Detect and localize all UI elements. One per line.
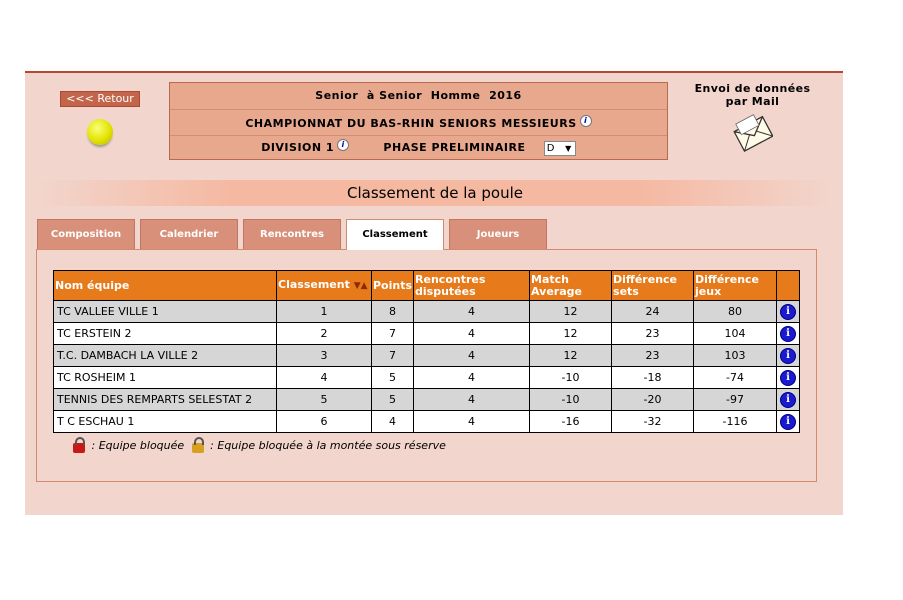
team-name: TENNIS DES REMPARTS SELESTAT 2 [54, 389, 277, 411]
tab-calendrier[interactable]: Calendrier [140, 219, 238, 249]
table-row [54, 345, 800, 367]
table-header-row [54, 271, 800, 301]
sets-difference: 23 [612, 345, 694, 367]
phase-label: PHASE PRELIMINAIRE [383, 141, 526, 154]
info-cell [777, 323, 800, 345]
info-icon[interactable]: i [780, 392, 796, 408]
col-header-rencontres[interactable]: Rencontres disputées [414, 271, 530, 301]
info-cell [777, 367, 800, 389]
col-header-classement[interactable] [277, 271, 372, 301]
info-icon[interactable]: i [780, 348, 796, 364]
sets-difference: -20 [612, 389, 694, 411]
info-cell [777, 301, 800, 323]
tab-rencontres[interactable]: Rencontres [243, 219, 341, 249]
sets-difference: -32 [612, 411, 694, 433]
tennis-ball-icon [87, 119, 113, 145]
team-name: TC ERSTEIN 2 [54, 323, 277, 345]
col-header-nom[interactable]: Nom équipe [54, 271, 277, 301]
tab-classement[interactable]: Classement [346, 219, 444, 250]
competition-season: Senior à Senior Homme 2016 [170, 89, 667, 110]
points: 5 [372, 389, 414, 411]
points: 7 [372, 345, 414, 367]
tab-composition[interactable]: Composition [37, 219, 135, 249]
legend-blocked-reserve: : Equipe bloquée à la montée sous réserve [210, 439, 446, 452]
match-average: 12 [530, 323, 612, 345]
sets-difference: -18 [612, 367, 694, 389]
legend [73, 439, 446, 453]
games-difference: 104 [694, 323, 777, 345]
division-info-icon[interactable]: i [337, 139, 349, 151]
info-icon[interactable]: i [780, 304, 796, 320]
envelope-icon[interactable] [733, 113, 773, 153]
info-cell [777, 411, 800, 433]
ranking-table [53, 270, 800, 433]
games-difference: -97 [694, 389, 777, 411]
sets-difference: 23 [612, 323, 694, 345]
matches-played: 4 [414, 367, 530, 389]
competition-header [169, 82, 668, 160]
back-button[interactable]: <<< Retour [60, 91, 140, 107]
rank: 2 [277, 323, 372, 345]
championship-info-icon[interactable]: i [580, 115, 592, 127]
table-row [54, 301, 800, 323]
match-average: -10 [530, 367, 612, 389]
section-title: Classement de la poule [347, 184, 523, 202]
rank: 3 [277, 345, 372, 367]
rank: 4 [277, 367, 372, 389]
match-average: 12 [530, 301, 612, 323]
match-average: -16 [530, 411, 612, 433]
match-average: -10 [530, 389, 612, 411]
tab-joueurs[interactable]: Joueurs [449, 219, 547, 249]
phase-select-value: D [546, 142, 555, 154]
games-difference: 80 [694, 301, 777, 323]
main-frame [25, 71, 843, 515]
ranking-panel [36, 249, 817, 482]
table-row [54, 323, 800, 345]
team-name: TC VALLEE VILLE 1 [54, 301, 277, 323]
info-cell [777, 389, 800, 411]
legend-blocked: : Equipe bloquée [91, 439, 185, 452]
info-icon[interactable]: i [780, 370, 796, 386]
games-difference: -74 [694, 367, 777, 389]
match-average: 12 [530, 345, 612, 367]
points: 8 [372, 301, 414, 323]
matches-played: 4 [414, 411, 530, 433]
team-name: T.C. DAMBACH LA VILLE 2 [54, 345, 277, 367]
col-header-classement-label: Classement [278, 278, 350, 291]
points: 7 [372, 323, 414, 345]
sets-difference: 24 [612, 301, 694, 323]
table-row [54, 411, 800, 433]
col-header-diff-jeux[interactable]: Différence jeux [694, 271, 777, 301]
points: 5 [372, 367, 414, 389]
games-difference: -116 [694, 411, 777, 433]
table-row [54, 389, 800, 411]
championship-title: CHAMPIONNAT DU BAS-RHIN SENIORS MESSIEURS [245, 117, 577, 130]
col-header-points[interactable]: Points [372, 271, 414, 301]
yellow-lock-icon [192, 443, 204, 453]
division-label: DIVISION 1 [261, 141, 335, 154]
points: 4 [372, 411, 414, 433]
chevron-down-icon: ▼ [565, 143, 572, 153]
games-difference: 103 [694, 345, 777, 367]
mail-export-label[interactable]: Envoi de données par Mail [694, 82, 811, 108]
table-row [54, 367, 800, 389]
red-lock-icon [73, 443, 85, 453]
col-header-diff-sets[interactable]: Différence sets [612, 271, 694, 301]
matches-played: 4 [414, 323, 530, 345]
section-banner [40, 180, 830, 206]
rank: 1 [277, 301, 372, 323]
division-row [170, 139, 667, 159]
col-header-info [777, 271, 800, 301]
sort-arrows-icon[interactable]: ▼▲ [353, 281, 368, 291]
rank: 6 [277, 411, 372, 433]
team-name: TC ROSHEIM 1 [54, 367, 277, 389]
info-icon[interactable]: i [780, 326, 796, 342]
info-cell [777, 345, 800, 367]
rank: 5 [277, 389, 372, 411]
team-name: T C ESCHAU 1 [54, 411, 277, 433]
matches-played: 4 [414, 301, 530, 323]
info-icon[interactable]: i [780, 414, 796, 430]
championship-row [170, 115, 667, 136]
col-header-match-average[interactable]: Match Average [530, 271, 612, 301]
phase-select[interactable] [544, 141, 576, 156]
matches-played: 4 [414, 345, 530, 367]
matches-played: 4 [414, 389, 530, 411]
